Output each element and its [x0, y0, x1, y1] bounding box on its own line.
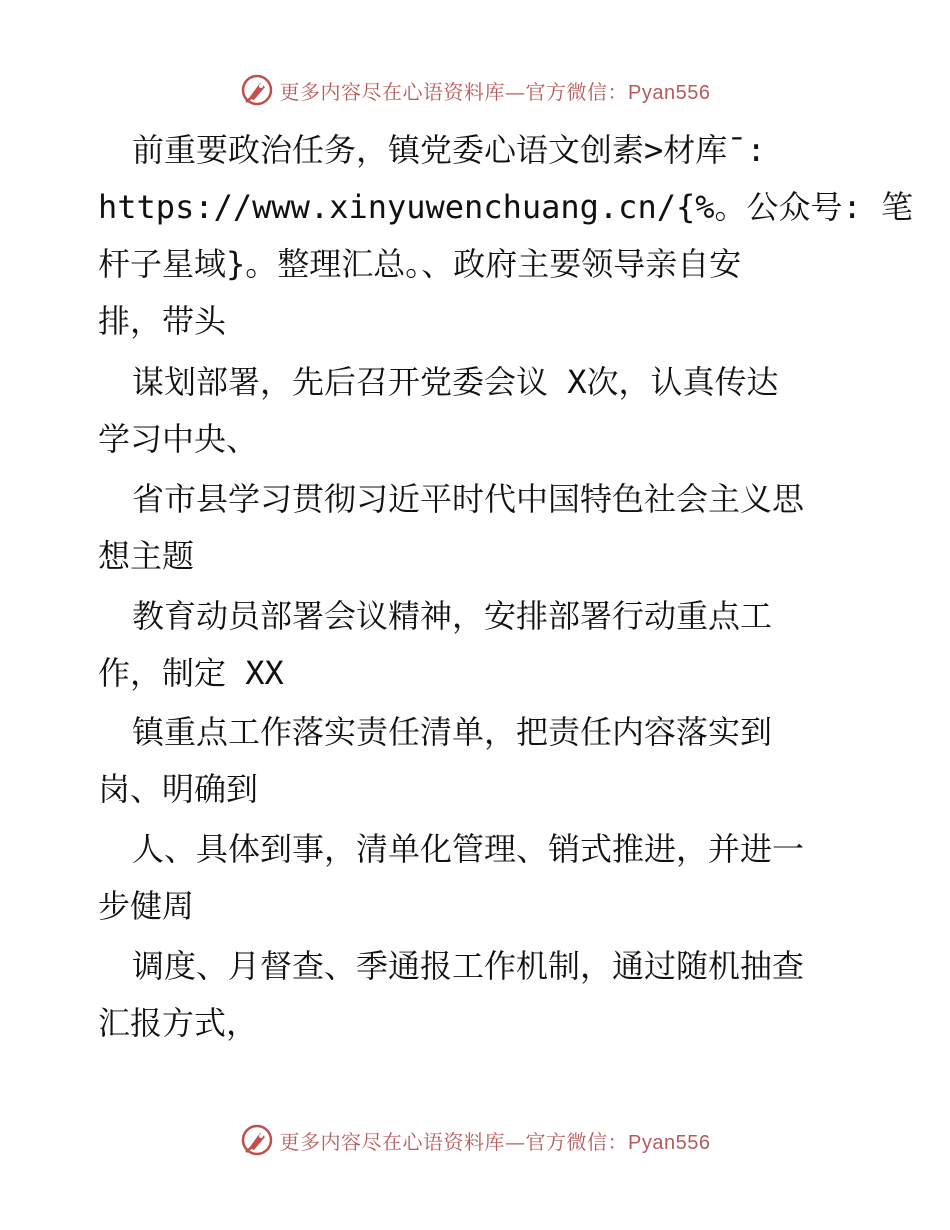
body-line: 谋划部署，先后召开党委会议 X次，认真传达	[132, 363, 779, 401]
body-line: 汇报方式，	[98, 1004, 259, 1042]
body-line: 杆子星域}。整理汇总。、政府主要领导亲自安	[98, 245, 742, 283]
header-banner-label: 更多内容尽在心语资料库—官方微信：	[279, 79, 629, 104]
body-line: 作，制定 XX	[98, 654, 284, 692]
footer-banner	[0, 1120, 950, 1160]
body-line: 学习中央、	[98, 420, 259, 458]
body-line: 省市县学习贯彻习近平时代中国特色社会主义思	[132, 480, 805, 518]
body-line: 人、具体到事，清单化管理、销式推进，并进一	[132, 830, 805, 868]
body-line: 排，带头	[98, 302, 227, 340]
body-line: https://www.xinyuwenchuang.cn/{%。公众号: 笔	[98, 188, 914, 226]
body-line: 镇重点工作落实责任清单，把责任内容落实到	[132, 713, 773, 751]
header-wechat-id: Pyan556	[628, 81, 711, 104]
body-line: 步健周	[98, 887, 195, 925]
footer-banner-text	[280, 1126, 711, 1155]
footer-banner-label: 更多内容尽在心语资料库—官方微信：	[279, 1129, 629, 1154]
body-line: 教育动员部署会议精神，安排部署行动重点工	[132, 597, 773, 635]
pen-nib-logo-icon	[240, 1123, 274, 1157]
body-line: 前重要政治任务，镇党委心语文创素>材库¯:	[132, 131, 766, 169]
body-line: 想主题	[98, 537, 195, 575]
body-line: 岗、明确到	[98, 770, 259, 808]
footer-wechat-id: Pyan556	[628, 1131, 711, 1154]
body-line: 调度、月督查、季通报工作机制，通过随机抽查	[132, 947, 805, 985]
